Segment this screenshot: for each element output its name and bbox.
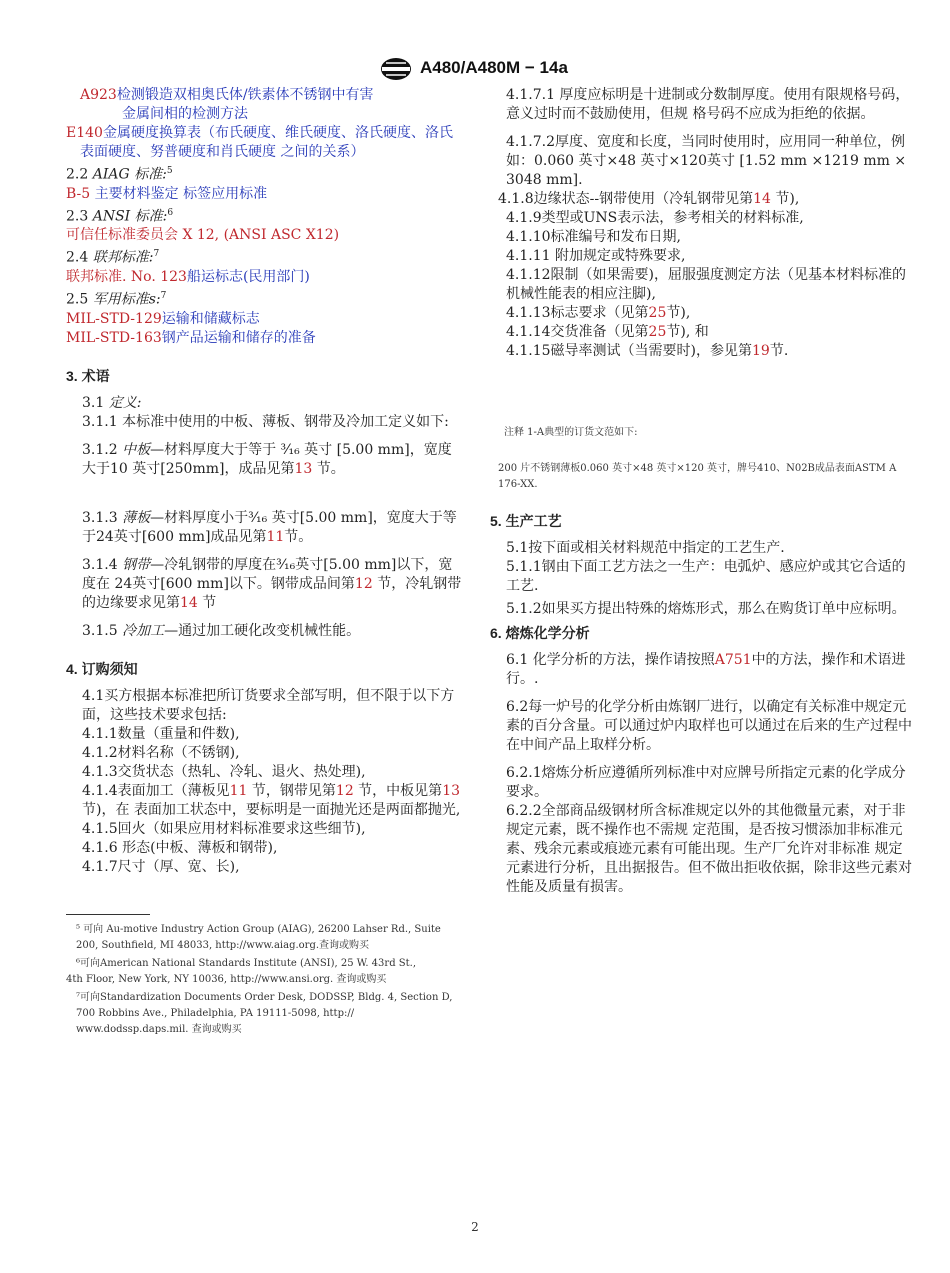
footnote-6: ⁶可向American National Standards Institute (ANSI), 25 W. 43rd St., [76, 958, 416, 969]
section-4-1-9: 4.1.9类型或UNS表示法，参考相关的材料标准, [506, 210, 804, 226]
section-4-1-7-1: 4.1.7.1 厚度应标明是十进制或分数制厚度。使用有限规格号码，意义过时而不鼓励使用，但规 格号码不应成为拒绝的依据。 [506, 87, 910, 122]
section-4-1-12: 4.1.12限制（如果需要)，屈服强度测定方法（见基本材料标准的机械性能表的相应注脚), [506, 267, 906, 302]
section-4-1-3: 4.1.3交货状态（热轧、冷轧、退火、热处理), [82, 763, 366, 780]
section-5-1-2: 5.1.2如果买方提出特殊的熔炼形式，那么在购货订单中应标明。 [506, 601, 906, 617]
section-6-2: 6.2每一炉号的化学分析由炼钢厂进行，以确定有关标准中规定元素的百分含量。可以通过炉内取样也可以通过在后来的生产过程中在中间产品上取样分析。 [506, 699, 912, 753]
page-header [0, 56, 950, 82]
page-number: 2 [471, 1220, 479, 1234]
section-3-1-4: 3.1.4 钢带—冷轧钢带的厚度在³⁄₁₆英寸[5.00 mm]以下，宽度在 24英寸[600 mm]以下。钢带成品间第12 节，冷轧钢带的边缘要求见第14 节 [82, 556, 462, 611]
note-1-label: 注释 1-A典型的订货文范如下: [504, 427, 638, 438]
heading-ordering: 4. 订购须知 [66, 660, 138, 677]
section-4-1-8: 4.1.8边缘状态--钢带使用（冷轧钢带见第14 节), [498, 191, 800, 207]
ref-x12[interactable]: 可信任标准委员会 X 12, (ANSI ASC X12) [66, 227, 340, 244]
section-3-1: 3.1 定义: [82, 394, 142, 411]
section-4-1-1: 4.1.1数量（重量和件数), [82, 725, 240, 742]
section-4-1-5: 4.1.5回火（如果应用材料标准要求这些细节), [82, 820, 366, 837]
section-5-1: 5.1按下面或相关材料规范中指定的工艺生产. [506, 540, 785, 556]
footnote-6-cont: 4th Floor, New York, NY 10036, http://www.ansi.org. 查询或购买 [66, 974, 387, 985]
heading-heat-analysis: 6. 熔炼化学分析 [490, 625, 590, 641]
ref-code[interactable]: E140 [66, 125, 103, 141]
section-6-2-1: 6.2.1熔炼分析应遵循所列标准中对应牌号所指定元素的化学成分要求。 [506, 765, 906, 800]
ref-fed-std: 联邦标准. No. 123船运标志(民用部门) [66, 268, 310, 285]
section-2-5: 2.5 军用标准s:$^7$ [66, 290, 167, 308]
footnote-7: ⁷可向Standardization Documents Order Desk, DODSSP, Bldg. 4, Section D, 700 Robbins Ave., Philadelphia, PA 19111-5098, http:// www.dodssp.daps.mil. 查询或购买 [76, 992, 453, 1035]
right-column [490, 86, 912, 897]
section-6-2-2: 6.2.2全部商品级钢材所含标准规定以外的其他微量元素，对于非规定元素，既不操作也不需规 定范围，是否按习惯添加非标准元素、残余元素或痕迹元素有可能出现。生产厂允许对非标准 规定元素进行分析，且出据报告。但不做出拒收依据，除非这些元素对性能及质量有损害。 [506, 803, 912, 895]
section-3-1-2: 3.1.2 中板—材料厚度大于等于 ³⁄₁₆ 英寸 [5.00 mm]，宽度大于10 英寸[250mm]，成品见第13 节。 [82, 441, 452, 477]
ref-code[interactable]: A923 [80, 87, 117, 103]
section-2-4: 2.4 联邦标准:$^7$ [66, 249, 160, 266]
section-4-1-7: 4.1.7尺寸（厚、宽、长), [82, 858, 240, 875]
section-3-1-5: 3.1.5 冷加工—通过加工硬化改变机械性能。 [82, 622, 361, 639]
astm-logo-icon [376, 56, 416, 82]
section-4-1-15: 4.1.15磁导率测试（当需要时)，参见第19节. [506, 343, 789, 359]
section-4-1-6: 4.1.6 形态(中板、薄板和钢带), [82, 839, 278, 856]
section-6-1: 6.1 化学分析的方法，操作请按照A751中的方法，操作和术语进行。. [506, 652, 906, 687]
section-4-1-7-2: 4.1.7.2厚度、宽度和长度，当同时使用时，应用同一种单位，例如：0.060 英寸×48 英寸×120英寸 [1.52 mm ×1219 mm × 3048 mm]. [506, 134, 907, 188]
note-1-text: 200 片不锈钢薄板0.060 英寸×48 英寸×120 英寸，牌号410、N02B成品表面ASTM A 176-XX. [498, 463, 897, 490]
section-2-3: 2.3 ANSI 标准:$^6$ [66, 207, 174, 225]
section-4-1-2: 4.1.2材料名称（不锈钢), [82, 744, 240, 761]
section-4-1-13: 4.1.13标志要求（见第25节), [506, 305, 691, 321]
ref-a923: A923检测锻造双相奥氏体/铁素体不锈钢中有害 金属间相的检测方法 [80, 87, 374, 122]
footnote-5: ⁵ 可向 Au-motive Industry Action Group (AIAG), 26200 Lahser Rd., Suite 200, Southfield, MI 48033, http://www.aiag.org.查询或购买 [76, 924, 441, 951]
section-4-1-10: 4.1.10标准编号和发布日期, [506, 229, 681, 245]
ref-mil-163: MIL-STD-163钢产品运输和储存的准备 [66, 329, 316, 346]
section-4-1: 4.1买方根据本标准把所订货要求全部写明，但不限于以下方面，这些技术要求包括: [82, 687, 455, 723]
section-2-2: 2.2 AIAG 标准:$^5$ [66, 166, 173, 183]
heading-terminology: 3. 术语 [66, 367, 110, 384]
section-4-1-14: 4.1.14交货准备（见第25节), 和 [506, 324, 709, 340]
section-3-1-3: 3.1.3 薄板—材料厚度小于³⁄₁₆ 英寸[5.00 mm]，宽度大于等于24英寸[600 mm]成品见第11节。 [82, 509, 457, 545]
left-column [66, 86, 464, 877]
section-4-1-4: 4.1.4表面加工（薄板见11 节，钢带见第12 节，中板见第13节)，在 表面加工状态中，要标明是一面抛光还是两面都抛光, [82, 782, 461, 818]
footnote-divider [66, 914, 150, 915]
heading-manufacturing: 5. 生产工艺 [490, 513, 562, 529]
section-4-1-11: 4.1.11 附加规定或特殊要求, [506, 248, 686, 264]
footnotes [66, 922, 464, 1040]
ref-mil-129: MIL-STD-129运输和储藏标志 [66, 310, 260, 327]
ref-e140: E140金属硬度换算表（布氏硬度、维氏硬度、洛氏硬度、洛氏表面硬度、努普硬度和肖氏硬度 之间的关系） [66, 125, 453, 160]
ref-b5: B-5 主要材料鉴定 标签应用标准 [66, 185, 268, 202]
section-3-1-1: 3.1.1 本标准中使用的中板、薄板、钢带及冷加工定义如下: [82, 413, 449, 430]
section-5-1-1: 5.1.1钢由下面工艺方法之一生产：电弧炉、感应炉或其它合适的工艺. [506, 559, 906, 594]
standard-designation: A480/A480M − 14a [420, 58, 568, 77]
